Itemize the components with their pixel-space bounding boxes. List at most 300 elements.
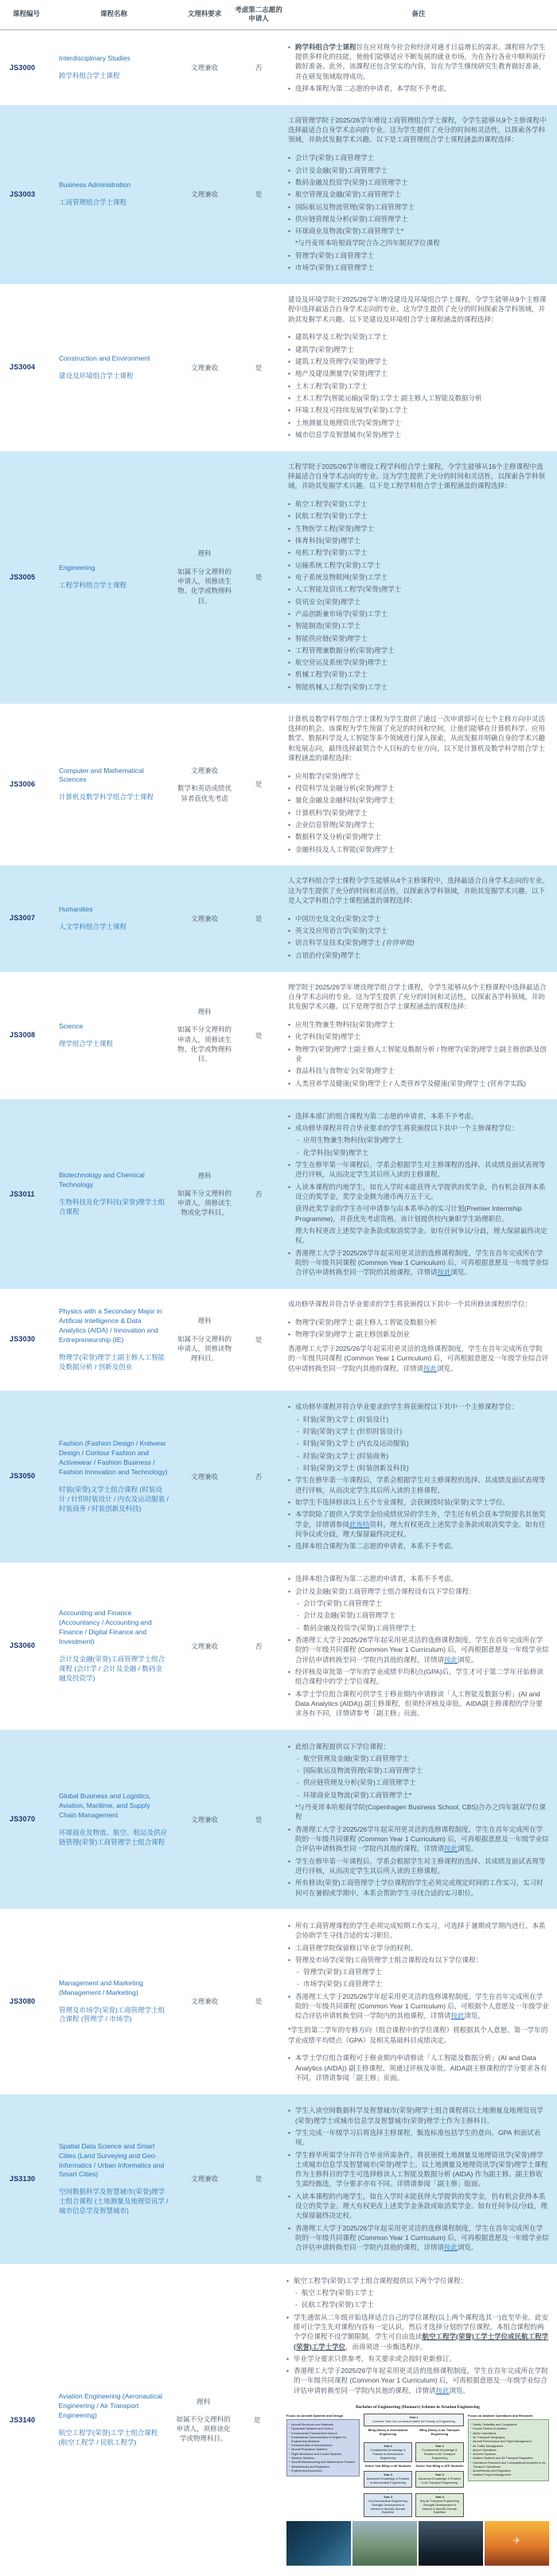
bullet-marker: • <box>288 2128 290 2137</box>
second-choice-flag: 否 <box>255 1641 263 1650</box>
second-choice-flag: 是 <box>255 1335 263 1344</box>
bullet-marker: - <box>297 1766 299 1775</box>
table-row <box>0 704 557 866</box>
flowchart-year-box: Year 3 Advanced Knowledge & Practice in Aeronautical Engineering <box>364 2471 413 2487</box>
remark-bullet-item <box>288 1742 549 1751</box>
second-choice-flag: 是 <box>255 190 263 199</box>
remark-bullet-item <box>288 795 549 805</box>
course-name-en[interactable]: Science <box>59 1022 84 1031</box>
aviation-scheme-flowchart <box>286 2405 549 2518</box>
flowchart-title: Bachelor of Engineering (Honours) Scheme in Aviation Engineering <box>356 2404 480 2410</box>
remark-bullet-item <box>288 1182 549 1202</box>
remark-text: 选择本部门的组合课程为第二志愿的申请者，本系不予考虑。 <box>295 1111 478 1120</box>
bullet-marker: • <box>288 2054 290 2063</box>
bullet-marker: - <box>297 1778 299 1787</box>
course-code: JS3000 <box>10 63 36 72</box>
bullet-marker: • <box>288 263 290 272</box>
remark-text: 时装(荣誉)文学士 (时装设计) <box>303 1415 389 1423</box>
remark-text: 数码金融及投资学(荣誉)工商管理学士 <box>295 178 408 186</box>
flowchart-year-label: Year 4 <box>384 2496 392 2500</box>
course-code: JS3011 <box>10 1189 35 1198</box>
remark-text: 资讯安全(荣誉)理学士 <box>295 597 361 606</box>
stream-requirement-cell <box>177 2105 232 2254</box>
flowchart-panel-item: ▪ Fundamentals of Aerodynamics <box>289 2444 356 2448</box>
bullet-marker: • <box>288 1497 290 1506</box>
bullet-marker: - <box>297 1623 299 1632</box>
remark-bullet-item <box>288 1160 549 1180</box>
remark-link[interactable]: 按此 <box>435 2386 450 2395</box>
remark-bullet-item <box>288 381 549 391</box>
bullet-marker: • <box>288 430 290 439</box>
remark-bullet-item <box>288 1020 549 1029</box>
remarks-cell <box>285 462 557 693</box>
bullet-marker: • <box>288 597 290 606</box>
remark-sub-item <box>288 1415 549 1424</box>
flowchart-panel-item: ▪ Airworthiness and Regulation <box>289 2465 356 2469</box>
airplane-sunset-photo <box>485 2521 549 2566</box>
course-name-en[interactable]: Construction and Environment <box>59 353 150 362</box>
remark-text: 企业信息管理(荣誉)理学士 <box>295 820 375 829</box>
remark-bullet-item <box>288 1079 549 1088</box>
remark-text: 环球商业及物流(荣誉)工商管理学士* <box>295 227 404 236</box>
course-name-cn[interactable]: 建设及环境组合学士课程 <box>59 371 134 380</box>
remark-text: 应用数学(荣誉)理学士 <box>295 771 361 780</box>
flowchart-year-label: Year 1 <box>409 2416 419 2420</box>
remark-text: 工商管理学院保留修订毕业学分的权利。 <box>295 1943 418 1952</box>
remark-text: 应用生物兼生物科技(荣誉)理学士 <box>295 1020 395 1028</box>
course-code-cell <box>0 1740 59 1899</box>
bullet-marker: • <box>288 1587 290 1595</box>
remark-bullet-item <box>288 560 549 570</box>
bullet-marker: - <box>297 1451 299 1460</box>
remark-sub-item <box>288 1979 549 1989</box>
remark-bullet-item <box>288 166 549 175</box>
bullet-marker: • <box>288 1943 290 1952</box>
table-row <box>0 972 557 1100</box>
stream-requirement-cell <box>177 115 232 274</box>
stream-requirement-text: 文理兼收 <box>190 914 218 923</box>
remark-text: 选择本课程为第二志愿的申请者，本学院不予考虑。 <box>295 84 451 92</box>
remark-bullet-item <box>288 609 549 619</box>
remark-text: 航空管理及金融(荣誉)工商管理学士 <box>303 1754 410 1762</box>
course-name-cn[interactable]: 跨学科组合学士课程 <box>59 72 120 80</box>
flowchart-panel-item: ▪ Air Traffic Management <box>470 2445 546 2449</box>
remark-bullet-item <box>288 202 549 212</box>
bullet-marker: - <box>297 1415 299 1423</box>
remark-text: 电机工程学(荣誉)工学士 <box>295 548 368 557</box>
remark-text: 本学院除了提供入学奖学金给成绩优异的学生外，学生还有机会获本学院提名其他奖学金，详情请参阅此连结资料。理大有权更改上述奖学金条款或取消奖学金。如有任何争议或分歧，理大保留最终决定权。 <box>295 1510 546 1538</box>
remark-bullet-item <box>288 357 549 366</box>
course-name-cn[interactable]: 物理学(荣誉)理学士副主修人工智能及数据分析 / 创新及创业 <box>59 1352 166 1371</box>
remark-text: 时装(荣誉)文学士 (时装商务) <box>303 1451 389 1460</box>
bullet-marker: • <box>288 202 290 211</box>
bullet-marker: • <box>288 1330 290 1339</box>
remark-text: 智能制造(荣誉)工学士 <box>295 622 361 630</box>
flowchart-senior-label: Senior Year BEng in ATE Students <box>415 2465 464 2469</box>
remark-bullet-item <box>288 950 549 960</box>
course-code-cell <box>0 2105 59 2254</box>
bullet-marker: • <box>288 2150 290 2159</box>
remark-text: 工程管理兼数据分析(荣誉)理学士 <box>295 646 395 654</box>
bullet-marker: - <box>297 1136 299 1145</box>
stream-requirement-cell <box>177 1919 232 2083</box>
remark-bullet-item <box>288 1329 549 1339</box>
course-code: JS3060 <box>10 1641 36 1650</box>
course-name-en[interactable]: Spatial Data Science and Smart Cities (Land Surveying and Geo-Informatics / Urban Informatics and Smart Cities) <box>59 2141 165 2179</box>
course-name-cell <box>59 41 177 95</box>
course-code-cell <box>0 1919 59 2083</box>
remark-text: 言语治疗(荣誉)理学士 <box>295 950 361 959</box>
second-choice-flag: 否 <box>255 63 263 72</box>
stream-requirement-text: 文理兼收 <box>190 2175 218 2184</box>
course-name-en[interactable]: Accounting and Finance (Accountancy / Accounting and Finance / Digital Finance and Investment) <box>59 1609 152 1646</box>
course-name-cell <box>59 1299 177 1380</box>
remark-bullet-item <box>288 832 549 841</box>
course-name-en[interactable]: Global Business and Logistics, Aviation, Maritime, and Supply Chain Management <box>59 1791 151 1819</box>
remark-text: 跨学科组合学士课程旨在应对现今社会和经济对通才日益增长的需求。課程将为学生提供多样化的技能，使他们能够适应不断发展的就业市场，为在各行各业中顺利前行做好准备。此外，该課程还包含坚实的内容，旨在为学生继续研究生教育做好准备，并在研发领域取得成功。 <box>295 42 546 80</box>
col-header-course-code: 课程编号 <box>13 10 41 18</box>
remark-bullet-item <box>288 405 549 415</box>
remark-paragraph: 香港理工大学于2025/26学年起采用更灵活的选修课程制度，学生在首年完成所在学院的一年级共同课程 (Common Year 1 Curriculum) 后，可再根据意愿及一年级学业综合评估申请转换至同一学院内其他的课程，详情请按此浏览。 <box>288 1344 549 1372</box>
remark-link[interactable]: 按此 <box>437 1268 451 1277</box>
remark-sub-item <box>288 1967 549 1977</box>
flowchart-panel-item: ▪ Dynamical Systems and Control <box>289 2427 356 2431</box>
remark-bullet-item <box>288 524 549 533</box>
stream-requirement-text: 如属不分文理科的申请人，须修读化学或物理科目。 <box>176 2414 231 2443</box>
remark-text: 时装(荣誉)文学士 (时装创新及科技) <box>303 1463 409 1472</box>
remark-bullet-item <box>288 226 549 236</box>
remark-text: 国际航运及物流管理(荣誉)工商管理学士 <box>303 1766 423 1775</box>
remark-bullet-item <box>288 1066 549 1075</box>
remark-text: 供应链管理及分析(荣誉)工商管理学士 <box>295 214 408 223</box>
remark-link[interactable]: 此连结 <box>349 1520 370 1528</box>
remark-bullet-item <box>288 263 549 272</box>
remark-text: 城市信息学及智慧城市(荣誉)理学士 <box>295 430 402 439</box>
course-code-cell <box>0 876 59 961</box>
flowchart-panel-item: ▪ Fundamental Thermal-fluid Science <box>289 2432 356 2436</box>
remark-text: 管理及市场学(荣誉)工商管理学士组合课程设有以下学位课程： <box>295 1955 483 1964</box>
course-name-cn[interactable]: 工商管理组合学士课程 <box>59 198 127 207</box>
remark-text: 数码金融及投资学(荣誉)工商管理学士 <box>303 1623 416 1632</box>
remark-text: 运输系统工程学(荣誉)工学士 <box>295 560 381 569</box>
remark-bullet-item <box>288 499 549 509</box>
remark-bullet-item <box>288 669 549 679</box>
remark-text: 香港理工大学于2025/26学年起采用更灵活的选修课程制度，学生在首年完成所在学院的一年级共同课程 (Common Year 1 Curriculum) 后，可再根据意愿及一年级学业综合评估申请转换至同一学院内其他的课程，详情请按此浏览。 <box>295 1636 549 1664</box>
course-name-en[interactable]: Engineering <box>59 564 95 572</box>
second-choice-flag: 是 <box>255 1815 263 1824</box>
second-choice-cell <box>232 115 285 274</box>
remark-bullet-item <box>288 1921 549 1941</box>
flowchart-branch <box>364 2427 412 2517</box>
bullet-marker: • <box>288 214 290 223</box>
bullet-marker: • <box>288 2223 290 2232</box>
flowchart-panel-item: ▪ Aviation Project Management <box>470 2473 546 2477</box>
course-name-en[interactable]: Aviation Engineering (Aeronautical Engineering / Air Transport Engineering) <box>58 2392 162 2420</box>
remark-text: 机械工程学(荣誉)工学士 <box>295 670 368 679</box>
remark-text: 成功修毕课程并符合毕业要求的学生将获颁授以下其中一个主修课程学位： <box>295 1124 519 1133</box>
remark-bullet-item <box>288 926 549 935</box>
course-name-cell <box>59 714 177 856</box>
remark-link[interactable]: 按此 <box>444 1844 458 1853</box>
flowchart-branch-label: BEng (Hons) in Aeronautical Engineering <box>368 2429 408 2436</box>
second-choice-cell <box>232 1919 285 2083</box>
course-name-cn[interactable]: 会计及金融(荣誉)工商管理学士组合课程 (会计学 / 会计及金融 / 数码金融及投资学) <box>59 1654 166 1682</box>
stream-requirement-text: 如属不分文理科的申请人，须修读生物、化学或物理科目。 <box>177 1025 232 1064</box>
remark-text: 航空营运及系统学(荣誉)理学士 <box>295 658 388 667</box>
course-name-en[interactable]: Interdisciplinary Studies <box>59 54 130 63</box>
remark-sub-item <box>288 1148 549 1157</box>
table-row <box>0 1730 557 1909</box>
second-choice-flag: 是 <box>255 1031 263 1040</box>
remark-bullet-item <box>288 332 549 342</box>
course-name-cell <box>59 2105 177 2254</box>
second-choice-cell <box>232 462 285 693</box>
remark-italic-note: (有待审批) <box>383 939 415 947</box>
course-name-cell <box>59 462 177 693</box>
bullet-marker: • <box>288 1510 290 1519</box>
flowchart-panel-item: ▪ Airport Operations <box>470 2449 546 2453</box>
course-name-cn[interactable]: 空间数据科学及智慧城市(荣誉)理学士组合课程 (土地测量及地理资讯学 / 城市信息学及智慧城市) <box>59 2188 169 2215</box>
table-row <box>0 1099 557 1289</box>
stream-requirement-cell <box>177 295 232 441</box>
bullet-marker: • <box>288 1044 290 1053</box>
course-name-cn[interactable]: 计算机及数学科学组合学士课程 <box>59 793 154 802</box>
table-row <box>0 1289 557 1391</box>
course-name-en[interactable]: Fashion (Fashion Design / Knitwear Design / Contour Fashion and Activewear / Fashion Business / Fashion Innovation and Technology) <box>59 1439 168 1476</box>
bullet-marker: - <box>297 1599 299 1608</box>
remark-link[interactable]: 按此 <box>444 1655 458 1664</box>
course-name-cell <box>59 1919 177 2083</box>
table-row <box>0 30 557 105</box>
col-header-remarks: 备注 <box>411 10 426 18</box>
course-name-cn[interactable]: 理学组合学士课程 <box>59 1039 114 1048</box>
stream-requirement-text: 理科 <box>197 1317 212 1325</box>
course-name-en[interactable]: Management and Marketing (Management / Marketing) <box>59 1978 143 1996</box>
remarks-cell <box>285 1110 557 1278</box>
remark-bullet-item <box>288 771 549 781</box>
course-code: JS3006 <box>10 779 36 788</box>
bullet-marker: • <box>288 808 290 817</box>
flowchart-body <box>286 2414 549 2517</box>
remark-bullet-item <box>288 2106 549 2125</box>
table-row <box>0 451 557 704</box>
stream-requirement-text: 文理兼收 <box>190 1997 218 2006</box>
second-choice-flag: 是 <box>253 2416 261 2424</box>
table-row <box>0 2264 557 2576</box>
bullet-marker: • <box>288 524 290 533</box>
flowchart-panel-item: ▪ Airworthiness and Regulation <box>470 2469 546 2473</box>
course-name-cn[interactable]: 管理及市场学(荣誉)工商管理学士组合课程 (管理学 / 市场学) <box>59 2005 166 2024</box>
stream-requirement-cell <box>177 1573 232 1719</box>
flowchart-left-panel <box>286 2414 360 2476</box>
remark-text: 建筑学(荣誉)理学士 <box>295 345 354 353</box>
bullet-marker: • <box>288 178 290 186</box>
remark-paragraph: 计算机及数学科学组合学士课程为学生提供了通过一次申请即可在七个主修方向中灵活选择的机会。该课程为学生预留了充足的时间和空间，让他们能够在计算机科学、应用数学、数据科学及人工智能等多个领域进行深入探索，从而发掘并明确自身的学术兴趣和发展志向，最终选择最契合个人目标的专业方向。以下是计算机及数学科学组合学士课程涵盖的课程选择： <box>288 714 546 762</box>
remark-bullet-item <box>288 808 549 818</box>
course-name-en[interactable]: Humanities <box>59 905 93 914</box>
bullet-marker: • <box>288 585 290 594</box>
stream-requirement-text: 如属不分文理科的申请人，须修读生物、化学或物理科目。 <box>177 567 232 605</box>
remark-text: 会计学(荣誉)工商管理学士 <box>295 154 375 162</box>
remark-text: 人类营养学及健康(荣誉)理学士 / 人类营养学及健康(荣誉)理学士 (营养学实践) <box>295 1079 526 1087</box>
remark-emphasised-degrees: 航空工程学(荣誉)工学士学位或民航工程学(荣誉)工学士学位 <box>293 2332 549 2351</box>
remark-bullet-item <box>288 1667 549 1687</box>
remark-link[interactable]: 按此 <box>423 1364 438 1372</box>
remark-text: 所有修读(荣誉)工商管理学士学位课程的学生必须完成规定时间的工作实习，实习时间可在暑假或学期中。本系会帮助学生寻找合适的实习职位。 <box>295 1879 543 1897</box>
table-row <box>0 1391 557 1563</box>
second-choice-flag: 是 <box>255 914 263 923</box>
remark-text: 会计及金融(荣誉)工商管理学士 <box>295 166 388 174</box>
stream-requirement-text: 如属不分文理科的申请人，须修读生物或化学科目。 <box>177 1188 232 1217</box>
remark-text: 环球商业及物流(荣誉)工商管理学士* <box>303 1790 412 1799</box>
remark-text: 时装(荣誉)文学士 (针织时装设计) <box>303 1427 403 1435</box>
remark-bullet-item <box>286 2313 549 2352</box>
remark-link[interactable]: 按此 <box>450 2012 465 2020</box>
aviation-photo-strip <box>286 2521 549 2566</box>
flowchart-panel-item: ▪ Operations Research and Computational Analytics in Air Transport Operations <box>470 2461 546 2469</box>
course-name-cn[interactable]: 工程学科组合学士课程 <box>59 581 127 590</box>
bullet-marker: • <box>288 500 290 509</box>
remark-sub-item <box>288 1610 549 1620</box>
remark-paragraph: 工商管理学院于2025/26学年增设工商管理组合学士课程，令学生能够从9个主修课程中选择最适合自身学术志向的专业。这为学生提供了充分的时间和灵活性，以探索各学科领域，并助其发掘学术兴趣。以下是工商管理组合学士课程涵盖的课程选择： <box>288 115 547 144</box>
bullet-marker: • <box>288 1575 290 1583</box>
course-name-cn[interactable]: 航空工程学(荣誉)工学士组合课程 (航空工程学 / 民航工程学) <box>58 2429 158 2446</box>
stream-requirement-cell <box>176 2274 232 2566</box>
bullet-marker: • <box>288 609 290 618</box>
stream-requirement-cell <box>177 1740 232 1899</box>
remark-bullet-item <box>288 1943 549 1953</box>
col-header-second-choice: 考虑第二志愿的申请人 <box>235 6 282 22</box>
second-choice-cell <box>232 2105 285 2254</box>
flowchart-panel-item: ▪ Flight Mechanics and Control Systems <box>289 2453 356 2457</box>
bullet-marker: • <box>288 537 290 544</box>
second-choice-cell <box>232 295 285 441</box>
bullet-marker: • <box>288 939 290 947</box>
course-code-cell <box>0 115 59 274</box>
bullet-marker: - <box>294 2301 298 2309</box>
flowchart-branch <box>415 2427 464 2517</box>
flowchart-year-label: Year 3 <box>384 2473 392 2477</box>
bullet-marker: • <box>286 2276 289 2285</box>
bullet-marker: • <box>288 1020 290 1028</box>
stream-requirement-cell <box>177 1299 232 1380</box>
flowchart-arrow-icon: ↓ <box>438 2436 441 2441</box>
second-choice-cell <box>232 714 285 856</box>
remark-bullet-item <box>288 1497 549 1507</box>
course-name-en[interactable]: Business Administration <box>59 181 131 189</box>
flowchart-year-box: Year 1 Common Year One curriculum within the Faculty of Engineering <box>364 2414 464 2426</box>
course-name-cn[interactable]: 人文学科组合学士课程 <box>59 922 127 931</box>
flowchart-panel-item: ▪ Airline Operations <box>470 2432 546 2436</box>
bullet-marker: • <box>288 166 290 174</box>
remark-text: 民航工程学(荣誉)工学士 <box>295 512 368 521</box>
flowchart-panel-item: ▪ Aircraft Manufacturing and Maintenance Practice <box>289 2461 356 2465</box>
remark-text: 毕业学分要求只供参考，有关要求或会按时更新修订。 <box>293 2354 456 2363</box>
remark-text: 地产及建设测量学(荣誉)理学士 <box>295 369 388 378</box>
bullet-marker: - <box>294 2288 298 2297</box>
second-choice-cell <box>231 2274 283 2566</box>
flowchart-year-box: Year 4 Key Aeronautical Engineering Strength Development of Interest in Specific Domain Expertise <box>364 2493 413 2517</box>
stream-requirement-cell <box>177 714 232 856</box>
course-name-en[interactable]: Computer and Mathematical Sciences <box>59 766 144 784</box>
remark-text: 如学生不选择修读以上五个专业课程，会获颁授时装(荣誉)文学士学位。 <box>295 1497 510 1506</box>
remark-text: 入读本课程的内地学生，如在入学时未能获得大学提供的奖学金，仍有机会获得本系设立的奖学金。理大有权更改上述奖学金条款或取消奖学金。如有任何争议/分歧，理大保留最终决定权。 <box>295 2192 547 2220</box>
bullet-marker: • <box>288 1124 290 1133</box>
course-name-cn[interactable]: 生物科技及化学科技(荣誉)理学士组合课程 <box>59 1198 166 1216</box>
remark-text: 投资科学及金融分析(荣誉)理学士 <box>295 783 395 792</box>
col-header-stream: 文理科要求 <box>187 10 222 18</box>
course-code-cell <box>0 41 59 95</box>
remark-text: 香港理工大学于2025/26学年起采用更灵活的选修课程制度，学生在首年完成所在学院的一年级共同课程 (Common Year 1 Curriculum) 后，可再根据意愿及一年级学业综合评估申请转换至同一学院内其他的课程，详情请按此浏览。 <box>293 2367 548 2395</box>
remark-bullet-item <box>288 536 549 545</box>
bullet-marker: • <box>288 914 290 923</box>
remarks-cell <box>285 1919 557 2083</box>
remark-bullet-item <box>288 1587 549 1596</box>
stream-requirement-cell <box>177 41 232 95</box>
course-code-cell <box>0 462 59 693</box>
flowchart-right-panel-list <box>468 2419 549 2480</box>
bullet-marker: - <box>297 1439 299 1448</box>
flowchart-center <box>364 2414 464 2517</box>
bullet-marker: • <box>288 369 290 378</box>
stream-requirement-text: 文理兼收 <box>190 63 218 72</box>
remark-bullet-item <box>288 621 549 630</box>
bullet-marker: • <box>288 927 290 935</box>
remark-bullet-item <box>288 153 549 162</box>
remark-text: 土木工程学(智能运输)(荣誉)工学士 副主修人工智能及数据分析 <box>295 393 482 402</box>
second-choice-cell <box>232 1401 285 1552</box>
course-name-cell <box>59 2274 176 2566</box>
bullet-marker: • <box>288 154 290 162</box>
remark-link[interactable]: 按此 <box>444 2243 458 2252</box>
remark-bullet-item <box>288 1689 549 1719</box>
remark-bullet-item <box>288 1248 549 1278</box>
second-choice-cell <box>232 41 285 95</box>
table-row <box>0 105 557 284</box>
remark-text: 香港理工大学于2025/26学年起采用更灵活的选修课程制度，学生在首年完成所在学院的一年级共同课程 (Common Year 1 Curriculum) 后，可再根据意愿及一年级学业综合评估申请转换至同一学院内其他的课程，详情请按此浏览。 <box>295 1825 549 1853</box>
bullet-marker: • <box>288 512 290 521</box>
bullet-marker: • <box>288 381 290 390</box>
course-name-cell <box>59 1401 177 1552</box>
aircraft-engine-maintenance-photo <box>286 2521 351 2566</box>
course-name-cn[interactable]: 时装(荣誉)文学士组合课程 (时装设计 / 针织时装设计 / 内衣及运动服装 / 时装商务 / 时装创新及科技) <box>59 1485 169 1512</box>
bullet-marker: • <box>288 1248 290 1257</box>
flowchart-panel-item: ▪ Avionics Systems <box>289 2457 356 2461</box>
remark-text: 会计学(荣誉)工商管理学士 <box>303 1599 383 1608</box>
remark-text: 学生在修毕第一年课程后，学系会根据学生对主修课程的选择、其成绩及面试表现等进行评核，从而决定学生其后所入读的主修课程。 <box>295 1856 546 1875</box>
bullet-marker: • <box>288 1317 290 1326</box>
table-row <box>0 1563 557 1730</box>
remark-text: 会计及金融(荣誉)工商管理学士组合课程设有以下学位课程： <box>295 1587 476 1595</box>
remark-bullet-item <box>288 189 549 199</box>
course-name-en[interactable]: Biotechnology and Chemical Technology <box>59 1171 145 1189</box>
remark-text: 体育科技(荣誉)理学士 <box>295 537 361 544</box>
bullet-marker: • <box>286 2354 289 2363</box>
course-name-en[interactable]: Physics with a Secondary Major in Artificial Intelligence & Data Analytics (AIDA) / Innovation and Entrepreneurship (IE) <box>59 1307 162 1344</box>
remark-bullet-item <box>288 1574 549 1583</box>
course-name-cn[interactable]: 环球商业及物流、航空、航运及供应链管理(荣誉)工商管理学士组合课程 <box>59 1828 168 1846</box>
remark-text: 人工智能及资讯工程学(荣誉)理学士 <box>295 585 402 594</box>
remark-bullet-item <box>288 646 549 655</box>
remark-text: 成功修毕课程并符合毕业要求的学生将获颁授以下其中一个主修课程学位： <box>295 1403 519 1411</box>
remark-bullet-item <box>288 938 549 947</box>
remark-bullet-item <box>288 1111 549 1121</box>
bullet-marker: • <box>288 84 290 92</box>
remark-bullet-item <box>288 1032 549 1041</box>
remark-bullet-item <box>288 84 549 93</box>
remark-bullet-item <box>288 845 549 854</box>
remark-text: 入读本课程的内地学生，如在入学时未能获得大学提供的奖学金，仍有机会获得本系设立的奖学金，奖学金金额为港币两万五千元。 <box>295 1182 546 1200</box>
